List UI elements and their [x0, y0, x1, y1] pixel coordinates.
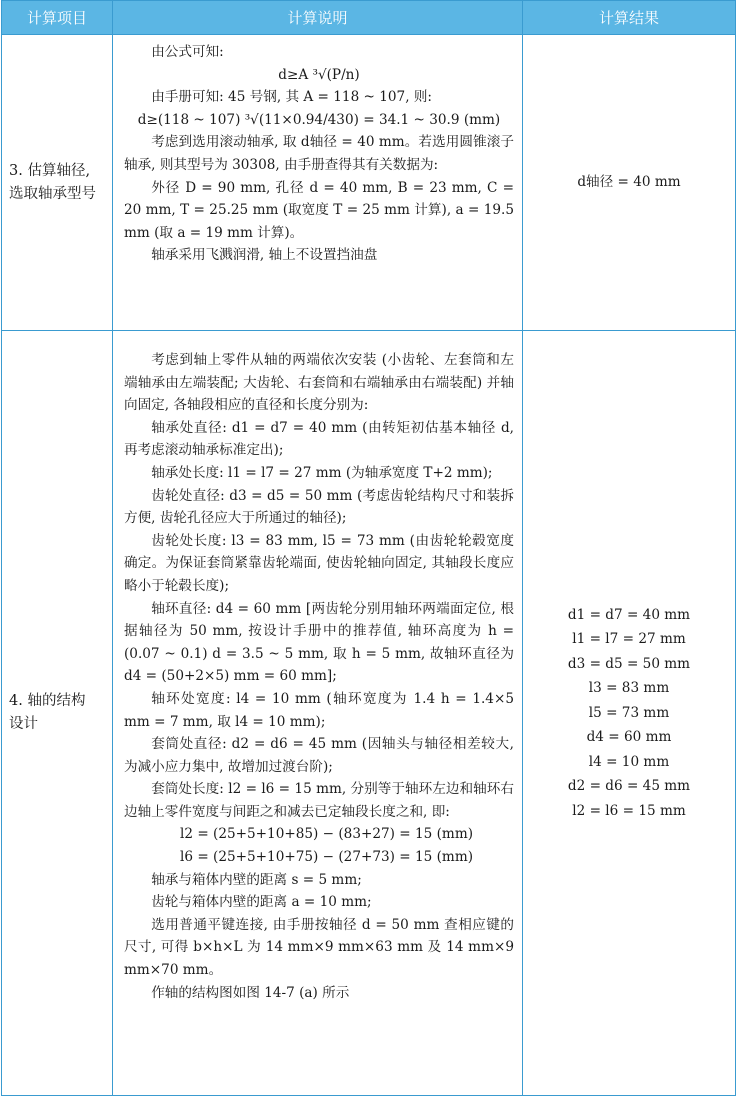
desc-paragraph: 轴承采用飞溅润滑, 轴上不设置挡油盘 [151, 247, 378, 264]
desc-paragraph: 轴承处直径: d1 = d7 = 40 mm (由转矩初估基本轴径 d, 再考虑滚动轴承标准定出); [124, 419, 514, 459]
desc-paragraph: 外径 D = 90 mm, 孔径 d = 40 mm, B = 23 mm, C = 20 mm, T = 25.25 mm (取宽度 T = 25 mm 计算), a = 19.5 mm (取 a = 19 mm 计算)。 [124, 179, 514, 241]
result-value: l4 = 10 mm [588, 753, 670, 770]
desc-paragraph: 套筒处直径: d2 = d6 = 45 mm (因轴头与轴径相差较大, 为减小应力集中, 故增加过渡台阶); [124, 736, 514, 775]
item-line: 选取轴承型号 [9, 185, 96, 202]
result-value: l1 = l7 = 27 mm [572, 631, 686, 648]
desc-paragraph: 轴环处宽度: l4 = 10 mm (轴环宽度为 1.4 h = 1.4×5 mm = 7 mm, 取 l4 = 10 mm); [124, 690, 514, 730]
table-row [2, 35, 736, 331]
calculation-table [1, 0, 736, 1096]
item-line: 3. 估算轴径, [9, 162, 91, 179]
result-cell [523, 331, 736, 1096]
item-line: 设计 [9, 716, 38, 732]
desc-paragraph: 齿轮与箱体内壁的距离 a = 10 mm; [151, 894, 372, 911]
desc-paragraph: 选用普通平键连接, 由手册按轴径 d = 50 mm 查相应键的尺寸, 可得 b×h×L 为 14 mm×9 mm×63 mm 及 14 mm×9 mm×70 mm。 [124, 916, 514, 979]
header-description: 计算说明 [113, 1, 523, 35]
result-value: d4 = 60 mm [586, 729, 672, 746]
result-value: d2 = d6 = 45 mm [567, 778, 691, 795]
desc-paragraph: 考虑到轴上零件从轴的两端依次安装 (小齿轮、左套筒和左端轴承由左端装配; 大齿轮、右套筒和右端轴承由右端装配) 并轴向固定, 各轴段相应的直径和长度分别为: [124, 352, 514, 414]
result-value: l5 = 73 mm [588, 704, 670, 721]
desc-paragraph: 考虑到选用滚动轴承, 取 d轴径 = 40 mm。若选用圆锥滚子轴承, 则其型号为 30308, 由手册查得其有关数据为: [124, 134, 514, 173]
result-cell [523, 35, 736, 331]
header-row [2, 1, 736, 35]
item-line: 4. 轴的结构 [9, 693, 86, 709]
desc-paragraph: 轴环直径: d4 = 60 mm [两齿轮分别用轴环两端面定位, 根据轴径为 50 mm, 按设计手册中的推荐值, 轴环高度为 h = (0.07 ~ 0.1) d = 3.5 ~ 5 mm, 取 h = 5 mm, 故轴环直径为 d4 = (50+2×5) mm = 60 mm]; [124, 600, 514, 685]
header-result: 计算结果 [523, 1, 736, 35]
result-value: d1 = d7 = 40 mm [567, 606, 691, 623]
desc-paragraph: 齿轮处直径: d3 = d5 = 50 mm (考虑齿轮结构尺寸和装拆方便, 齿轮孔径应大于所通过的轴径); [124, 487, 514, 527]
desc-paragraph: 齿轮处长度: l3 = 83 mm, l5 = 73 mm (由齿轮轮毂宽度确定。为保证套筒紧靠齿轮端面, 使齿轮轴向固定, 其轴段长度应略小于轮毂长度); [124, 532, 514, 594]
item-cell [2, 35, 113, 331]
result-value: l3 = 83 mm [588, 680, 670, 697]
desc-paragraph: 轴承与箱体内壁的距离 s = 5 mm; [151, 871, 362, 888]
desc-formula: l2 = (25+5+10+85) − (83+27) = 15 (mm) [180, 826, 474, 843]
table-row [2, 331, 736, 1096]
desc-paragraph: 套筒处长度: l2 = l6 = 15 mm, 分别等于轴环左边和轴环右边轴上零件宽度与间距之和减去已定轴段长度之和, 即: [124, 781, 514, 820]
description-cell [113, 331, 523, 1096]
result-value: l2 = l6 = 15 mm [572, 802, 686, 819]
item-cell [2, 331, 113, 1096]
desc-paragraph: 作轴的结构图如图 14-7 (a) 所示 [151, 984, 350, 1001]
desc-formula: d≥(118 ~ 107) ³√(11×0.94/430) = 34.1 ~ 30.9 (mm) [137, 111, 501, 128]
desc-formula: d≥A ³√(P/n) [278, 66, 360, 83]
desc-paragraph: 由公式可知: [151, 44, 224, 60]
description-cell [113, 35, 523, 331]
desc-paragraph: 由手册可知: 45 号钢, 其 A = 118 ~ 107, 则: [151, 89, 433, 106]
desc-paragraph: 轴承处长度: l1 = l7 = 27 mm (为轴承宽度 T+2 mm); [151, 464, 493, 481]
result-value: d轴径 = 40 mm [577, 174, 681, 191]
result-value: d3 = d5 = 50 mm [567, 655, 691, 672]
desc-formula: l6 = (25+5+10+75) − (27+73) = 15 (mm) [180, 849, 474, 866]
header-item: 计算项目 [2, 1, 113, 35]
